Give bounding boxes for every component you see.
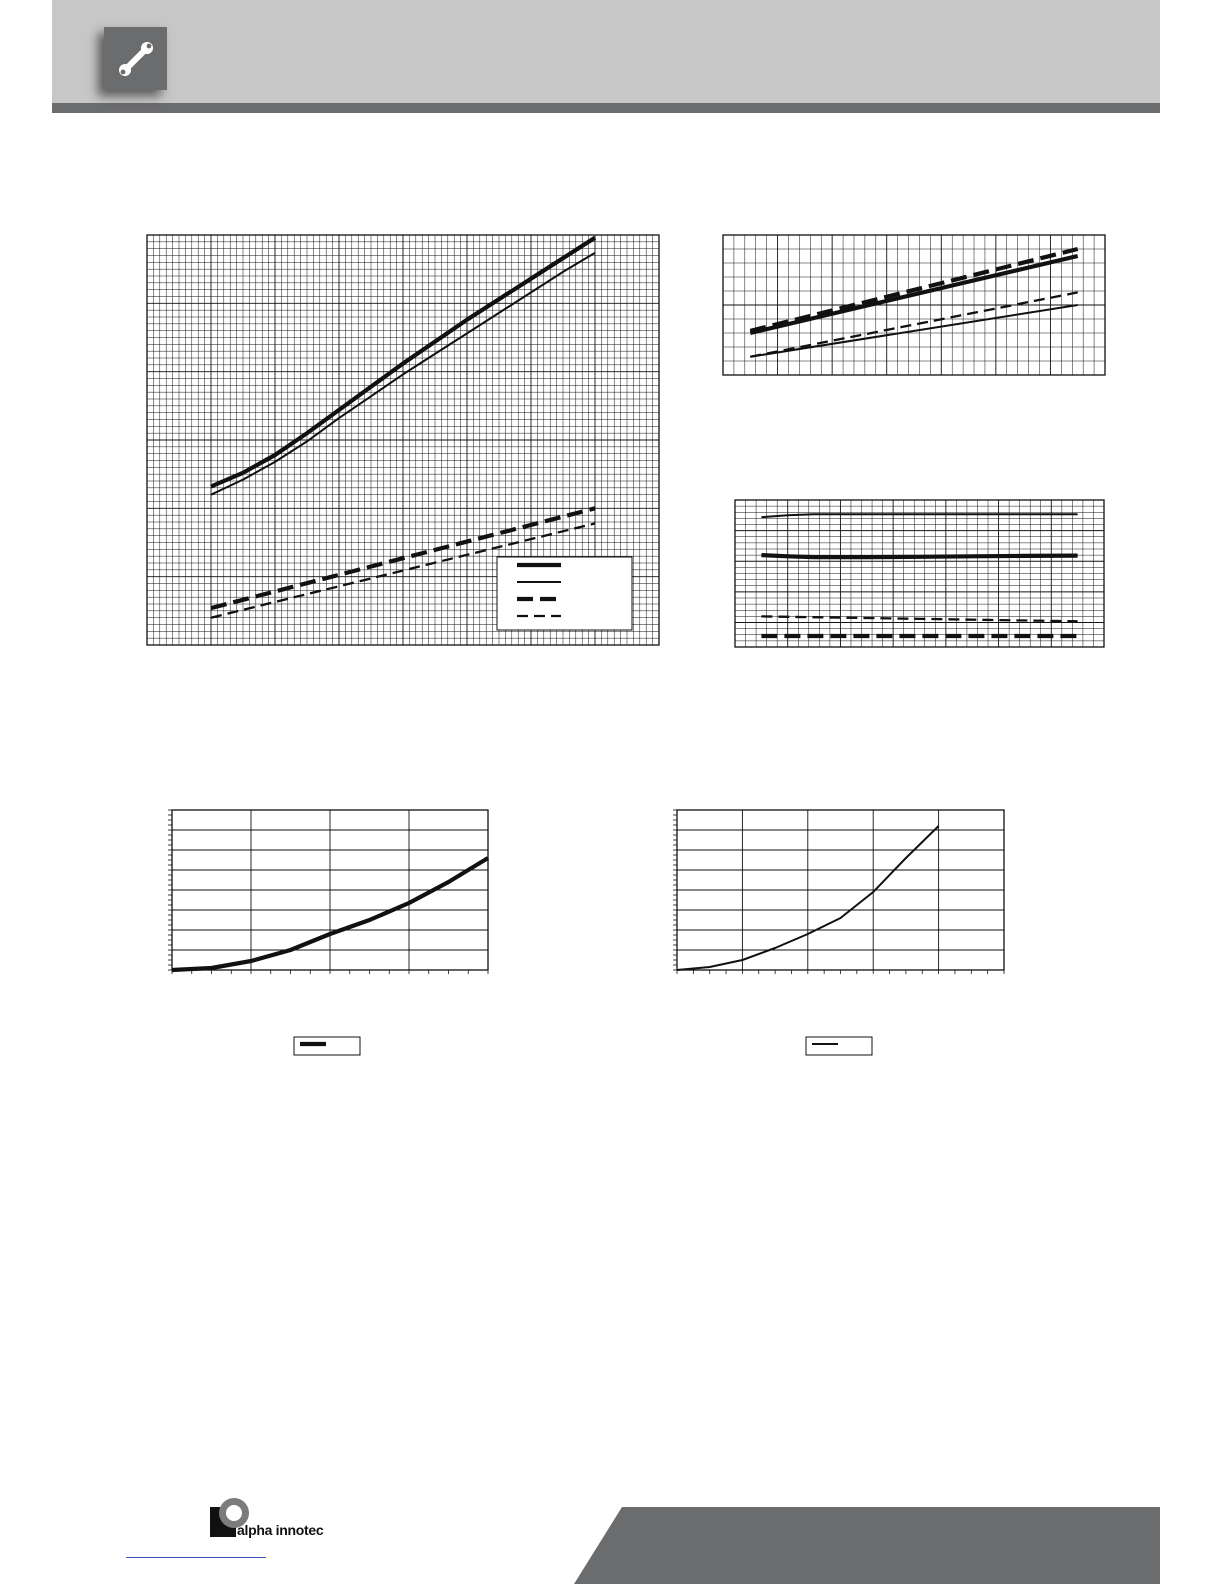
tool-tile [104, 27, 167, 90]
axis-ticks [168, 810, 488, 974]
power-input-chart [716, 230, 1111, 380]
chart-legend [294, 1037, 360, 1055]
pressure-drop-chart-right [670, 805, 1012, 1059]
axis-ticks [673, 810, 1004, 974]
chart-legend [497, 557, 632, 630]
heating-capacity-chart [140, 230, 665, 650]
grid-lines [677, 810, 1004, 970]
chart-legend [806, 1037, 872, 1055]
header-band [52, 0, 1160, 103]
cop-chart [728, 495, 1111, 653]
pressure-drop-chart-left [165, 805, 495, 1057]
legend-box [497, 557, 632, 630]
legend-box [806, 1037, 872, 1055]
grid-lines [172, 810, 488, 970]
wrench-icon [116, 39, 156, 79]
grid-lines [735, 500, 1104, 647]
brand-name: alpha innotec [237, 1522, 324, 1538]
website-link-underline[interactable] [126, 1557, 266, 1558]
series-line-2 [761, 555, 1077, 557]
header-rule [52, 103, 1160, 113]
